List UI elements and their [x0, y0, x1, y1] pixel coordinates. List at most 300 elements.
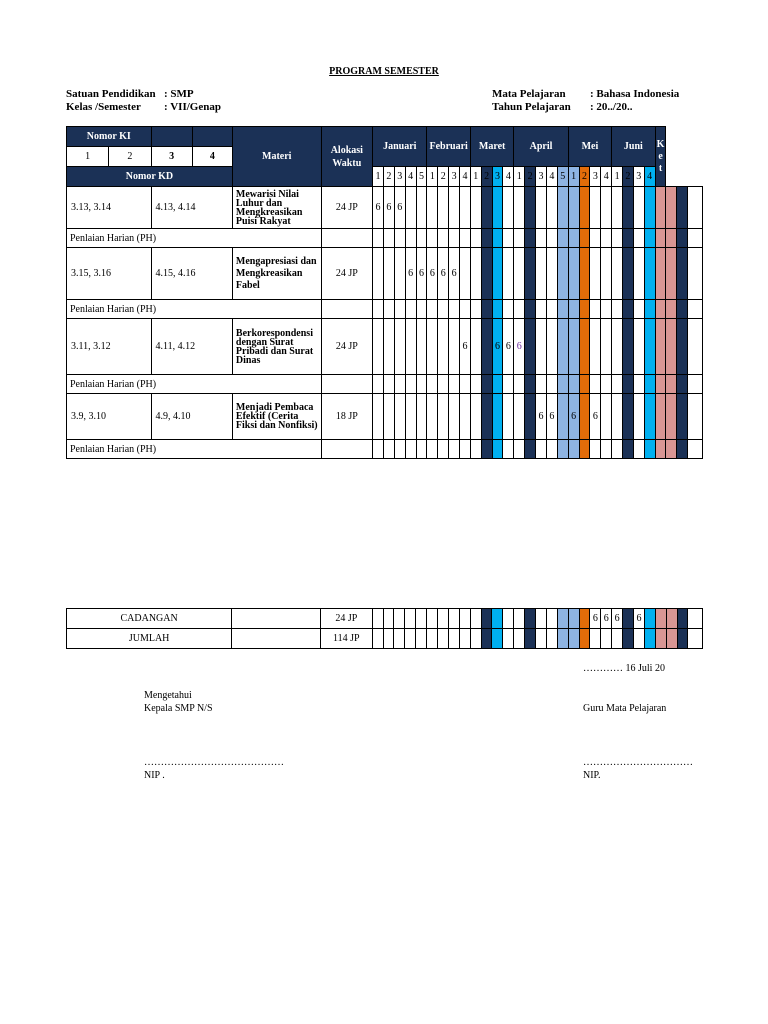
- competency-week-cell: [655, 187, 666, 229]
- assessment-week-cell: [525, 300, 536, 319]
- assessment-week-cell: [525, 375, 536, 394]
- assessment-week-cell: [405, 300, 416, 319]
- assessment-week-cell: [536, 229, 547, 248]
- jumlah-week-cell: [416, 629, 427, 649]
- competency-week-cell: [677, 187, 688, 229]
- assessment-alokasi: [321, 300, 373, 319]
- jumlah-week-cell: [634, 629, 645, 649]
- assessment-week-cell: [655, 440, 666, 459]
- competency-week-cell: [612, 187, 623, 229]
- assessment-week-cell: [460, 229, 471, 248]
- teacher-sign-line: ……………………………: [583, 757, 693, 768]
- assessment-week-cell: [601, 229, 612, 248]
- competency-week-cell: [546, 319, 557, 375]
- ket-cell: [688, 229, 703, 248]
- competency-week-cell: [514, 248, 525, 300]
- assessment-week-cell: [666, 375, 677, 394]
- assessment-week-cell: [460, 375, 471, 394]
- cadangan-week-cell: [427, 609, 438, 629]
- year-value: : 20../20..: [590, 101, 633, 113]
- cadangan-week-cell: [536, 609, 547, 629]
- assessment-week-cell: [503, 375, 514, 394]
- assessment-week-cell: [644, 229, 655, 248]
- competency-week-cell: [503, 187, 514, 229]
- assessment-week-cell: [590, 375, 601, 394]
- assessment-week-cell: [536, 440, 547, 459]
- headmaster-sign-line: ……………………………………: [144, 757, 284, 768]
- assessment-week-cell: [470, 229, 481, 248]
- jumlah-week-cell: [470, 629, 481, 649]
- ket-cell: [688, 609, 703, 629]
- competency-week-cell: [481, 319, 492, 375]
- assessment-week-cell: [449, 375, 460, 394]
- competency-week-cell: [373, 394, 384, 440]
- cadangan-week-cell: [568, 609, 579, 629]
- teacher-nip: NIP.: [583, 770, 601, 781]
- assessment-row: [67, 229, 703, 248]
- subject-label: Mata Pelajaran: [492, 88, 566, 100]
- ket-cell: [688, 319, 703, 375]
- month-juni: Juni: [612, 127, 655, 167]
- header-blank: [151, 127, 192, 147]
- jumlah-week-cell: [437, 629, 448, 649]
- nomor-kd-header: Nomor KD: [67, 167, 233, 187]
- assessment-week-cell: [579, 229, 590, 248]
- competency-week-cell: [416, 319, 427, 375]
- cadangan-week-cell: [655, 609, 666, 629]
- assessment-week-cell: [590, 229, 601, 248]
- ket-cell: [688, 629, 703, 649]
- materi-cell: Berkorespondensi dengan Surat Pribadi dan Surat Dinas: [232, 319, 321, 375]
- assessment-week-cell: [568, 440, 579, 459]
- competency-week-cell: [677, 394, 688, 440]
- month-januari: Januari: [373, 127, 427, 167]
- alokasi-header: Alokasi Waktu: [321, 127, 373, 187]
- competency-week-cell: [449, 394, 460, 440]
- assessment-week-cell: [666, 300, 677, 319]
- cadangan-week-cell: [677, 609, 688, 629]
- header-right: [492, 88, 679, 114]
- competency-week-cell: 6: [492, 319, 503, 375]
- competency-week-cell: [655, 319, 666, 375]
- cadangan-week-cell: [416, 609, 427, 629]
- assessment-week-cell: [655, 300, 666, 319]
- competency-week-cell: 6: [438, 248, 449, 300]
- week-number: 1: [568, 167, 579, 187]
- cadangan-week-cell: [525, 609, 536, 629]
- competency-week-cell: [525, 187, 536, 229]
- month-maret: Maret: [470, 127, 513, 167]
- competency-week-cell: [601, 394, 612, 440]
- assessment-row: [67, 300, 703, 319]
- alokasi-cell: 18 JP: [321, 394, 373, 440]
- assessment-week-cell: [492, 300, 503, 319]
- competency-week-cell: [427, 187, 438, 229]
- competency-week-cell: [623, 319, 634, 375]
- competency-week-cell: [677, 319, 688, 375]
- assessment-week-cell: [427, 229, 438, 248]
- assessment-week-cell: [633, 375, 644, 394]
- competency-week-cell: [481, 394, 492, 440]
- assessment-week-cell: [612, 229, 623, 248]
- competency-week-cell: [633, 248, 644, 300]
- week-number: 2: [579, 167, 590, 187]
- competency-week-cell: 6: [514, 319, 525, 375]
- jumlah-week-cell: [427, 629, 438, 649]
- ket-cell: [688, 248, 703, 300]
- competency-week-cell: [677, 248, 688, 300]
- assessment-week-cell: [438, 229, 449, 248]
- assessment-week-cell: [579, 440, 590, 459]
- assessment-week-cell: [633, 440, 644, 459]
- assessment-week-cell: [394, 229, 405, 248]
- week-number: 3: [492, 167, 503, 187]
- materi-header: Materi: [232, 127, 321, 187]
- assessment-week-cell: [525, 229, 536, 248]
- cadangan-week-cell: [437, 609, 448, 629]
- assessment-week-cell: [579, 300, 590, 319]
- ki-number: 2: [109, 147, 151, 167]
- competency-week-cell: 6: [460, 319, 471, 375]
- assessment-week-cell: [644, 440, 655, 459]
- year-label: Tahun Pelajaran: [492, 101, 571, 113]
- competency-week-cell: [514, 187, 525, 229]
- headmaster-sign-block: [144, 756, 284, 782]
- competency-week-cell: [427, 394, 438, 440]
- competency-week-cell: [612, 248, 623, 300]
- assessment-week-cell: [601, 440, 612, 459]
- headmaster-nip: NIP .: [144, 770, 165, 781]
- competency-week-cell: [568, 319, 579, 375]
- assessment-week-cell: [470, 300, 481, 319]
- assessment-week-cell: [373, 229, 384, 248]
- competency-week-cell: [666, 187, 677, 229]
- assessment-week-cell: [492, 229, 503, 248]
- competency-week-cell: [644, 394, 655, 440]
- competency-week-cell: [601, 248, 612, 300]
- assessment-week-cell: [514, 440, 525, 459]
- competency-week-cell: [383, 248, 394, 300]
- assessment-week-cell: [612, 375, 623, 394]
- assessment-week-cell: [568, 229, 579, 248]
- jumlah-week-cell: [405, 629, 416, 649]
- jumlah-week-cell: [557, 629, 568, 649]
- assessment-week-cell: [546, 300, 557, 319]
- cadangan-week-cell: [579, 609, 590, 629]
- assessment-week-cell: [481, 229, 492, 248]
- competency-week-cell: [579, 394, 590, 440]
- competency-week-cell: [666, 319, 677, 375]
- assessment-alokasi: [321, 375, 373, 394]
- jumlah-week-cell: [546, 629, 557, 649]
- assessment-week-cell: [438, 375, 449, 394]
- assessment-week-cell: [557, 229, 568, 248]
- competency-week-cell: [655, 248, 666, 300]
- assessment-week-cell: [677, 229, 688, 248]
- assessment-label: Penlaian Harian (PH): [67, 229, 322, 248]
- week-number: 4: [601, 167, 612, 187]
- competency-week-cell: [427, 319, 438, 375]
- assessment-week-cell: [394, 375, 405, 394]
- assessment-week-cell: [438, 300, 449, 319]
- competency-week-cell: [601, 187, 612, 229]
- ket-cell: [688, 440, 703, 459]
- competency-week-cell: 6: [449, 248, 460, 300]
- assessment-week-cell: [427, 300, 438, 319]
- assessment-week-cell: [460, 440, 471, 459]
- headmaster-label: Kepala SMP N/S: [144, 703, 213, 714]
- competency-week-cell: 6: [405, 248, 416, 300]
- assessment-week-cell: [612, 300, 623, 319]
- competency-week-cell: 6: [590, 394, 601, 440]
- competency-week-cell: [470, 187, 481, 229]
- competency-week-cell: 6: [427, 248, 438, 300]
- competency-week-cell: [590, 187, 601, 229]
- cadangan-week-cell: [448, 609, 459, 629]
- cadangan-week-cell: [470, 609, 481, 629]
- competency-week-cell: [536, 187, 547, 229]
- assessment-week-cell: [405, 375, 416, 394]
- jumlah-week-cell: [383, 629, 394, 649]
- alokasi-cell: 24 JP: [321, 248, 373, 300]
- assessment-week-cell: [383, 440, 394, 459]
- assessment-week-cell: [449, 440, 460, 459]
- competency-week-cell: [666, 394, 677, 440]
- cadangan-week-cell: [644, 609, 655, 629]
- assessment-week-cell: [427, 440, 438, 459]
- assessment-week-cell: [623, 229, 634, 248]
- competency-week-cell: [568, 248, 579, 300]
- assessment-week-cell: [470, 440, 481, 459]
- cadangan-week-cell: [383, 609, 394, 629]
- week-number: 4: [460, 167, 471, 187]
- ket-cell: [688, 375, 703, 394]
- competency-week-cell: [633, 394, 644, 440]
- competency-row: [67, 187, 703, 229]
- competency-week-cell: [503, 394, 514, 440]
- subject-value: : Bahasa Indonesia: [590, 88, 680, 100]
- competency-row: [67, 248, 703, 300]
- competency-week-cell: [470, 248, 481, 300]
- assessment-week-cell: [546, 440, 557, 459]
- jumlah-week-cell: [568, 629, 579, 649]
- competency-week-cell: [546, 248, 557, 300]
- cadangan-week-cell: [557, 609, 568, 629]
- jumlah-week-cell: [372, 629, 383, 649]
- jumlah-week-cell: [655, 629, 666, 649]
- week-number: 1: [514, 167, 525, 187]
- assessment-week-cell: [373, 440, 384, 459]
- assessment-week-cell: [383, 229, 394, 248]
- ket-cell: [688, 394, 703, 440]
- assessment-week-cell: [373, 300, 384, 319]
- jumlah-week-cell: [644, 629, 655, 649]
- assessment-week-cell: [460, 300, 471, 319]
- competency-week-cell: [557, 394, 568, 440]
- assessment-week-cell: [394, 300, 405, 319]
- assessment-week-cell: [481, 440, 492, 459]
- kd3-cell: 3.11, 3.12: [67, 319, 152, 375]
- jumlah-week-cell: [525, 629, 536, 649]
- competency-week-cell: [557, 187, 568, 229]
- competency-week-cell: [525, 394, 536, 440]
- assessment-week-cell: [449, 229, 460, 248]
- jumlah-label: JUMLAH: [67, 629, 232, 649]
- competency-row: [67, 394, 703, 440]
- week-number: 4: [644, 167, 655, 187]
- assessment-label: Penlaian Harian (PH): [67, 300, 322, 319]
- assessment-week-cell: [546, 375, 557, 394]
- assessment-week-cell: [503, 229, 514, 248]
- cadangan-week-cell: [546, 609, 557, 629]
- competency-week-cell: 6: [536, 394, 547, 440]
- competency-row: [67, 319, 703, 375]
- jumlah-alokasi: 114 JP: [321, 629, 373, 649]
- week-number: 1: [470, 167, 481, 187]
- competency-week-cell: [612, 394, 623, 440]
- competency-week-cell: [612, 319, 623, 375]
- jumlah-week-cell: [394, 629, 405, 649]
- assessment-week-cell: [536, 375, 547, 394]
- jumlah-materi: [232, 629, 321, 649]
- competency-week-cell: [470, 394, 481, 440]
- competency-week-cell: [416, 187, 427, 229]
- competency-week-cell: [449, 187, 460, 229]
- class-value: : VII/Genap: [164, 101, 221, 113]
- jumlah-week-cell: [503, 629, 514, 649]
- cadangan-week-cell: [372, 609, 383, 629]
- cadangan-week-cell: [459, 609, 470, 629]
- nomor-ki-header: Nomor KI: [67, 127, 152, 147]
- kd4-cell: 4.13, 4.14: [151, 187, 232, 229]
- competency-week-cell: [492, 394, 503, 440]
- competency-week-cell: [503, 248, 514, 300]
- cadangan-week-cell: 6: [634, 609, 645, 629]
- assessment-week-cell: [677, 300, 688, 319]
- assessment-week-cell: [568, 300, 579, 319]
- competency-week-cell: [579, 187, 590, 229]
- kd4-cell: 4.11, 4.12: [151, 319, 232, 375]
- assessment-week-cell: [373, 375, 384, 394]
- week-number: 3: [394, 167, 405, 187]
- assessment-week-cell: [677, 375, 688, 394]
- assessment-week-cell: [427, 375, 438, 394]
- competency-week-cell: [590, 319, 601, 375]
- cadangan-label: CADANGAN: [67, 609, 232, 629]
- competency-week-cell: [373, 248, 384, 300]
- week-number: 3: [633, 167, 644, 187]
- assessment-week-cell: [514, 375, 525, 394]
- jumlah-week-cell: [623, 629, 634, 649]
- competency-week-cell: [394, 248, 405, 300]
- competency-week-cell: 6: [503, 319, 514, 375]
- assessment-week-cell: [546, 229, 557, 248]
- assessment-row: [67, 375, 703, 394]
- cadangan-week-cell: [514, 609, 525, 629]
- jumlah-week-cell: [492, 629, 503, 649]
- assessment-week-cell: [557, 300, 568, 319]
- assessment-week-cell: [601, 375, 612, 394]
- cadangan-week-cell: [503, 609, 514, 629]
- assessment-week-cell: [438, 440, 449, 459]
- assessment-week-cell: [492, 440, 503, 459]
- assessment-label: Penlaian Harian (PH): [67, 375, 322, 394]
- competency-week-cell: 6: [568, 394, 579, 440]
- week-number: 4: [503, 167, 514, 187]
- assessment-label: Penlaian Harian (PH): [67, 440, 322, 459]
- competency-week-cell: [514, 394, 525, 440]
- cadangan-week-cell: [481, 609, 492, 629]
- competency-week-cell: [644, 187, 655, 229]
- kd4-cell: 4.9, 4.10: [151, 394, 232, 440]
- assessment-week-cell: [590, 440, 601, 459]
- competency-week-cell: [416, 394, 427, 440]
- competency-week-cell: [525, 248, 536, 300]
- assessment-alokasi: [321, 229, 373, 248]
- assessment-week-cell: [590, 300, 601, 319]
- ki-number: 3: [151, 147, 192, 167]
- competency-week-cell: [579, 319, 590, 375]
- competency-week-cell: 6: [373, 187, 384, 229]
- acknowledge-label: Mengetahui: [144, 690, 192, 701]
- cadangan-week-cell: [394, 609, 405, 629]
- ket-header: K e t: [655, 127, 666, 187]
- assessment-week-cell: [514, 300, 525, 319]
- competency-week-cell: [438, 394, 449, 440]
- assessment-week-cell: [416, 440, 427, 459]
- assessment-week-cell: [644, 375, 655, 394]
- cadangan-week-cell: [623, 609, 634, 629]
- competency-week-cell: [405, 187, 416, 229]
- competency-week-cell: [623, 187, 634, 229]
- assessment-week-cell: [405, 229, 416, 248]
- month-mei: Mei: [568, 127, 611, 167]
- school-label: Satuan Pendidikan: [66, 88, 156, 100]
- jumlah-week-cell: [612, 629, 623, 649]
- jumlah-week-cell: [666, 629, 677, 649]
- week-number: 3: [536, 167, 547, 187]
- header-blank: [192, 127, 232, 147]
- assessment-week-cell: [503, 300, 514, 319]
- competency-week-cell: [525, 319, 536, 375]
- week-number: 2: [383, 167, 394, 187]
- jumlah-week-cell: [677, 629, 688, 649]
- competency-week-cell: [655, 394, 666, 440]
- assessment-week-cell: [633, 300, 644, 319]
- cadangan-week-cell: 6: [612, 609, 623, 629]
- kd3-cell: 3.15, 3.16: [67, 248, 152, 300]
- competency-week-cell: [405, 394, 416, 440]
- competency-week-cell: [492, 187, 503, 229]
- ki-number: 1: [67, 147, 109, 167]
- assessment-week-cell: [557, 375, 568, 394]
- summary-table: [66, 608, 703, 649]
- teacher-label: Guru Mata Pelajaran: [583, 703, 667, 714]
- competency-week-cell: [394, 394, 405, 440]
- competency-week-cell: [590, 248, 601, 300]
- assessment-week-cell: [470, 375, 481, 394]
- header-left: [66, 88, 221, 114]
- ket-cell: [688, 187, 703, 229]
- assessment-week-cell: [503, 440, 514, 459]
- assessment-week-cell: [623, 440, 634, 459]
- assessment-week-cell: [601, 300, 612, 319]
- jumlah-week-cell: [459, 629, 470, 649]
- jumlah-week-cell: [536, 629, 547, 649]
- assessment-week-cell: [623, 300, 634, 319]
- competency-week-cell: [492, 248, 503, 300]
- page-title: PROGRAM SEMESTER: [329, 66, 439, 77]
